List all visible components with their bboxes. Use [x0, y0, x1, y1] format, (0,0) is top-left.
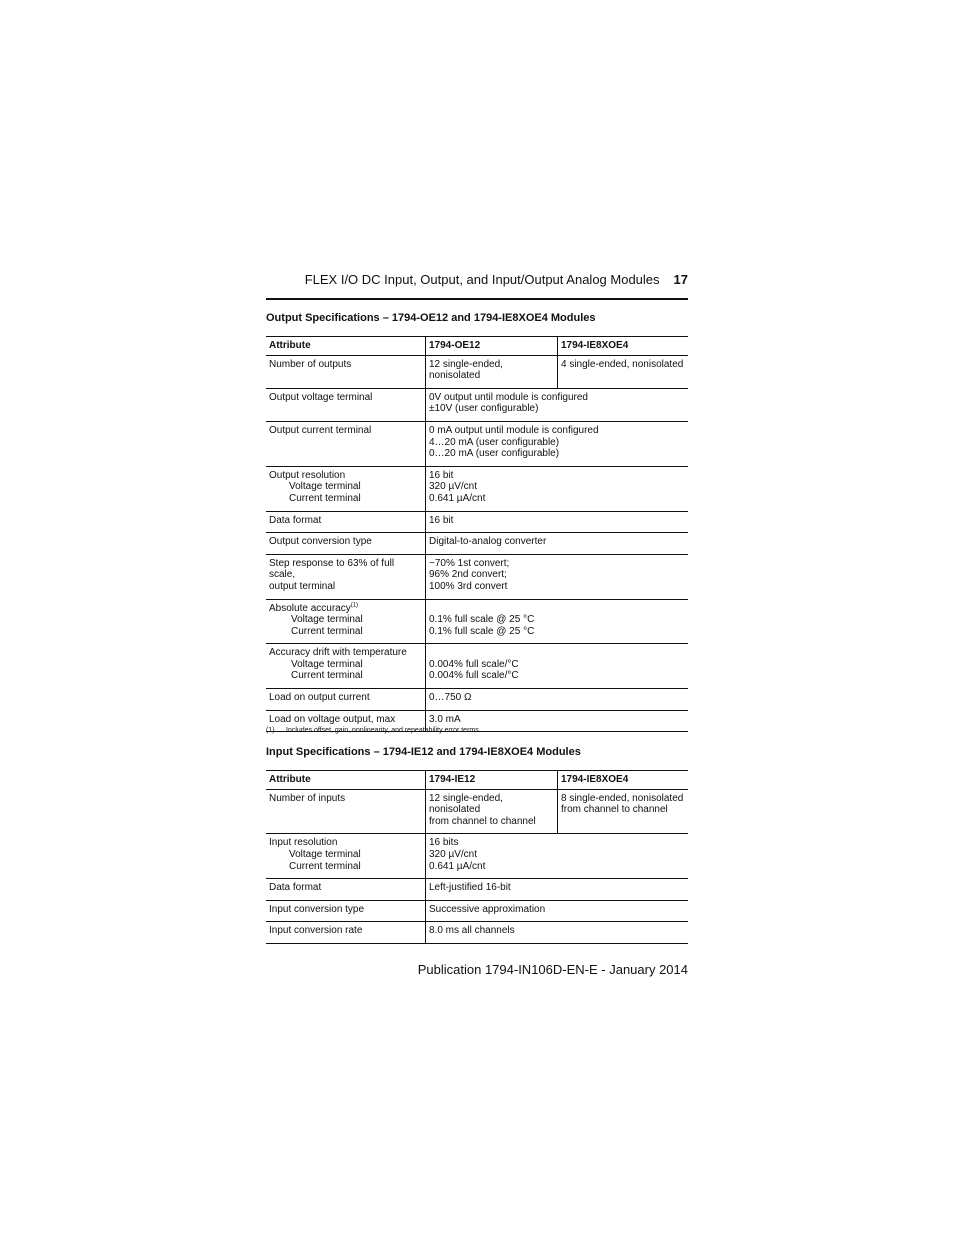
column-header: 1794-IE8XOE4 — [558, 771, 689, 790]
attribute-cell: Input resolution Voltage terminal Current terminal — [266, 834, 426, 879]
page-number: 17 — [673, 272, 688, 287]
attribute-cell: Input conversion type — [266, 900, 426, 922]
value-cell: Successive approximation — [426, 900, 689, 922]
attribute-cell: Data format — [266, 511, 426, 533]
value-cell: 0…750 Ω — [426, 689, 689, 711]
attribute-cell: Absolute accuracy$^{(1)}$ Voltage terminal Current terminal — [266, 599, 426, 644]
footnote-text: Includes offset, gain, nonlinearity, and repeatability error terms. — [286, 727, 481, 734]
attribute-cell: Output conversion type — [266, 533, 426, 555]
attribute-cell: Output resolution Voltage terminal Current terminal — [266, 466, 426, 511]
column-header: Attribute — [266, 337, 426, 356]
attribute-cell: Input conversion rate — [266, 922, 426, 944]
table-header-row — [266, 771, 688, 790]
attribute-cell: Step response to 63% of full scale, output terminal — [266, 554, 426, 599]
header-title: FLEX I/O DC Input, Output, and Input/Output Analog Modules — [304, 272, 660, 287]
value-cell: 12 single-ended, nonisolated from channel to channel — [426, 789, 558, 834]
value-cell: 8.0 ms all channels — [426, 922, 689, 944]
input-spec-table — [266, 770, 688, 944]
table-row — [266, 689, 688, 711]
table-row — [266, 388, 688, 421]
value-cell: 16 bit 320 µV/cnt 0.641 µA/cnt — [426, 466, 689, 511]
table-row — [266, 533, 688, 555]
table-row — [266, 511, 688, 533]
table-row — [266, 599, 688, 644]
publication-footer: Publication 1794-IN106D-EN-E - January 2014 — [417, 962, 688, 977]
footnote-mark: (1) — [266, 727, 275, 734]
table-row — [266, 834, 688, 879]
value-cell: 0 mA output until module is configured 4…20 mA (user configurable) 0…20 mA (user configurable) — [426, 421, 689, 466]
attribute-cell: Data format — [266, 879, 426, 901]
table-header-row — [266, 337, 688, 356]
attribute-cell: Number of outputs — [266, 355, 426, 388]
table-row — [266, 421, 688, 466]
value-cell: 0.004% full scale/°C 0.004% full scale/°C — [426, 644, 689, 689]
table-row — [266, 466, 688, 511]
value-cell: 16 bit — [426, 511, 689, 533]
attribute-cell: Accuracy drift with temperature Voltage terminal Current terminal — [266, 644, 426, 689]
column-header: 1794-IE8XOE4 — [558, 337, 689, 356]
value-cell: 0V output until module is configured ±10V (user configurable) — [426, 388, 689, 421]
table-row — [266, 900, 688, 922]
output-spec-table — [266, 336, 688, 732]
value-cell: 4 single-ended, nonisolated — [558, 355, 689, 388]
attribute-cell: Output current terminal — [266, 421, 426, 466]
value-cell: Left-justified 16-bit — [426, 879, 689, 901]
table-row — [266, 355, 688, 388]
page-header — [266, 272, 688, 300]
footnote — [266, 727, 481, 734]
column-header: 1794-OE12 — [426, 337, 558, 356]
column-header: Attribute — [266, 771, 426, 790]
table-row — [266, 789, 688, 834]
footnote-reference: (1) — [350, 602, 359, 609]
table-row — [266, 922, 688, 944]
table-row — [266, 644, 688, 689]
output-table-caption: Output Specifications – 1794-OE12 and 1794-IE8XOE4 Modules — [266, 312, 596, 324]
value-cell: 3.0 mA — [426, 710, 689, 732]
value-cell: 16 bits 320 µV/cnt 0.641 µA/cnt — [426, 834, 689, 879]
attribute-cell: Load on voltage output, max — [266, 710, 426, 732]
attribute-cell: Load on output current — [266, 689, 426, 711]
value-cell: 0.1% full scale @ 25 °C 0.1% full scale @ 25 °C — [426, 599, 689, 644]
column-header: 1794-IE12 — [426, 771, 558, 790]
value-cell: 8 single-ended, nonisolated from channel to channel — [558, 789, 689, 834]
table-row — [266, 554, 688, 599]
attribute-cell: Output voltage terminal — [266, 388, 426, 421]
value-cell: Digital-to-analog converter — [426, 533, 689, 555]
input-table-caption: Input Specifications – 1794-IE12 and 1794-IE8XOE4 Modules — [266, 746, 581, 758]
value-cell: 12 single-ended, nonisolated — [426, 355, 558, 388]
value-cell: ~70% 1st convert; 96% 2nd convert; 100% 3rd convert — [426, 554, 689, 599]
attribute-cell: Number of inputs — [266, 789, 426, 834]
table-row — [266, 879, 688, 901]
